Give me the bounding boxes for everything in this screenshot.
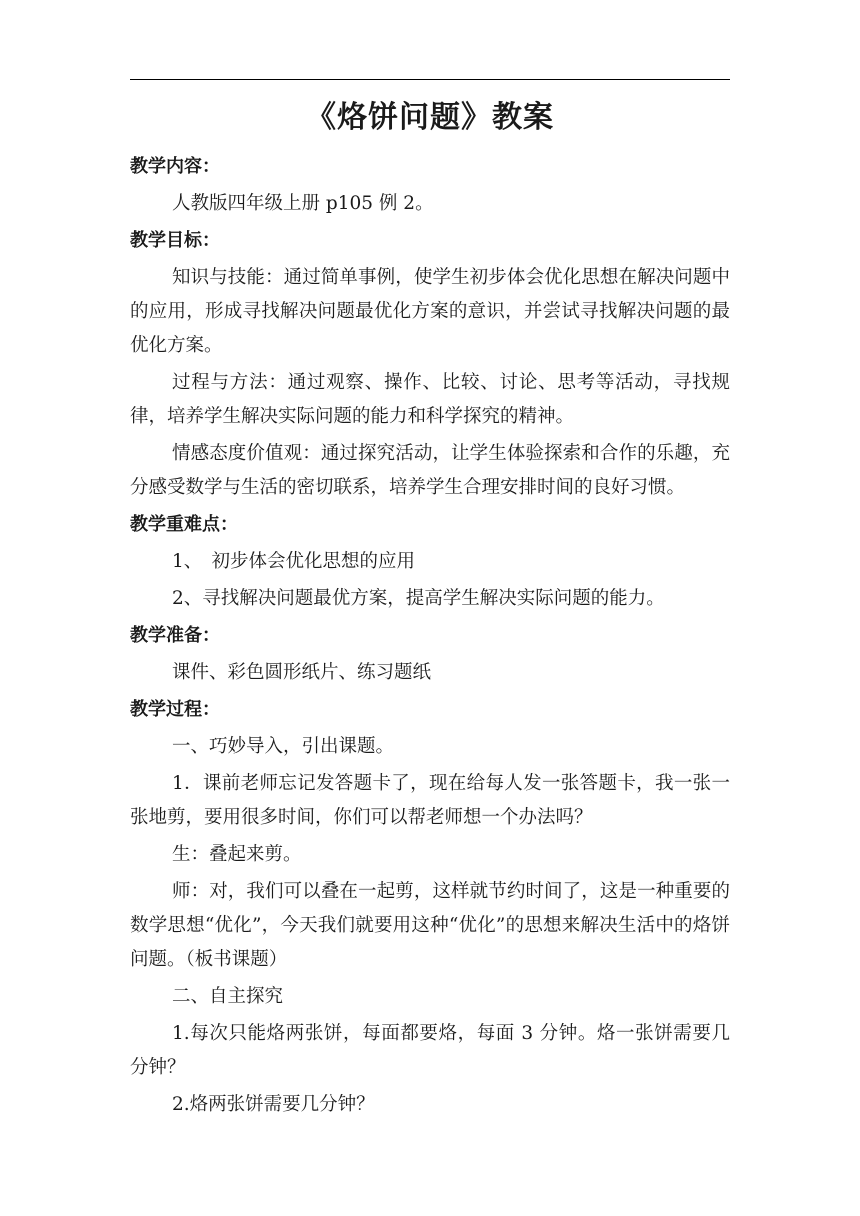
paragraph-goal-knowledge: 知识与技能：通过简单事例，使学生初步体会优化思想在解决问题中的应用，形成寻找解决问题最优化方案的意识，并尝试寻找解决问题的最优化方案。: [130, 267, 730, 356]
subsection-heading-intro: 一、巧妙导入，引出课题。: [172, 736, 395, 757]
paragraph-goal-attitude: 情感态度价值观：通过探究活动，让学生体验探索和合作的乐趣，充分感受数学与生活的密切联系，培养学生合理安排时间的良好习惯。: [130, 443, 730, 498]
paragraph-question-2: 2.烙两张饼需要几分钟？: [172, 1094, 375, 1115]
paragraph-question-1: 1.每次只能烙两张饼，每面都要烙，每面 3 分钟。烙一张饼需要几分钟？: [130, 1023, 730, 1078]
document-title: 《烙饼问题》教案: [306, 100, 554, 135]
section-heading-preparation: 教学准备：: [130, 625, 220, 646]
paragraph-goal-process: 过程与方法：通过观察、操作、比较、讨论、思考等活动，寻找规律，培养学生解决实际问题的能力和科学探究的精神。: [130, 372, 730, 427]
paragraph-textbook-ref: 人教版四年级上册 p105 例 2。: [172, 193, 434, 214]
paragraph-student-answer: 生：叠起来剪。: [172, 844, 302, 865]
paragraph-materials: 课件、彩色圆形纸片、练习题纸: [172, 662, 432, 683]
header-rule: [130, 79, 730, 80]
list-item-key-point-2: 2、寻找解决问题最优方案，提高学生解决实际问题的能力。: [172, 588, 665, 609]
paragraph-teacher-response: 师：对，我们可以叠在一起剪，这样就节约时间了，这是一种重要的数学思想“优化”，今天我们就要用这种“优化”的思想来解决生活中的烙饼问题。（板书课题）: [130, 881, 730, 970]
section-heading-key-points: 教学重难点：: [130, 514, 238, 535]
section-heading-content: 教学内容：: [130, 156, 220, 177]
paragraph-intro-step-1: 1．课前老师忘记发答题卡了，现在给每人发一张答题卡，我一张一张地剪，要用很多时间，你们可以帮老师想一个办法吗？: [130, 773, 730, 828]
list-item-key-point-1: 1、 初步体会优化思想的应用: [172, 551, 416, 572]
document-page: [130, 92, 730, 1125]
subsection-heading-explore: 二、自主探究: [172, 986, 284, 1007]
section-heading-goals: 教学目标：: [130, 230, 220, 251]
section-heading-process: 教学过程：: [130, 699, 220, 720]
